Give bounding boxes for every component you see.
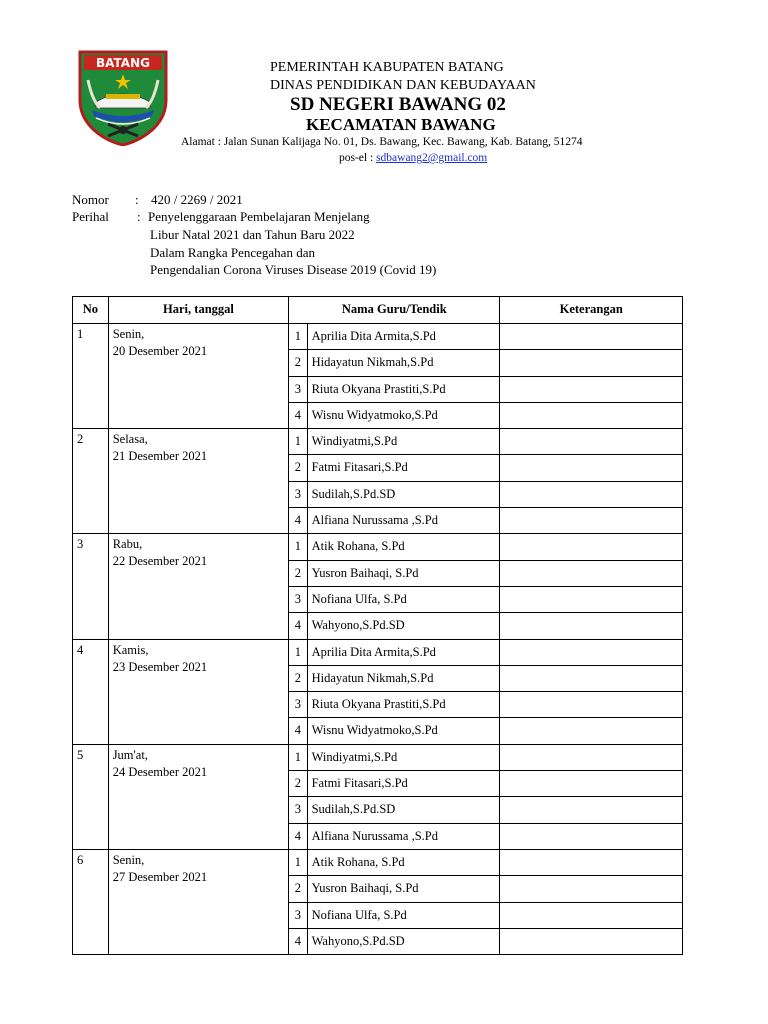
day-date-cell — [108, 744, 289, 849]
date-text: 21 Desember 2021 — [112, 449, 208, 464]
staff-name: Riuta Okyana Prastiti,S.Pd — [307, 376, 500, 402]
staff-number: 4 — [289, 823, 307, 849]
staff-name: Hidayatun Nikmah,S.Pd — [307, 665, 500, 691]
keterangan-cell — [500, 718, 683, 744]
staff-number: 1 — [289, 849, 307, 875]
email-line — [339, 152, 487, 164]
staff-number: 4 — [289, 718, 307, 744]
day-date-cell — [108, 429, 289, 534]
staff-name: Nofiana Ulfa, S.Pd — [307, 902, 500, 928]
keterangan-cell — [500, 534, 683, 560]
staff-number: 4 — [289, 508, 307, 534]
staff-name: Sudilah,S.Pd.SD — [307, 797, 500, 823]
department-title: DINAS PENDIDIKAN DAN KEBUDAYAAN — [270, 78, 536, 93]
table-row — [73, 639, 683, 665]
staff-number: 2 — [289, 876, 307, 902]
staff-name: Wisnu Widyatmoko,S.Pd — [307, 718, 500, 744]
table-row — [73, 429, 683, 455]
day-name: Rabu, — [112, 537, 143, 552]
staff-number: 1 — [289, 744, 307, 770]
date-text: 24 Desember 2021 — [112, 764, 208, 779]
row-number: 1 — [73, 324, 109, 429]
keterangan-cell — [500, 902, 683, 928]
staff-number: 3 — [289, 481, 307, 507]
staff-name: Windiyatmi,S.Pd — [307, 744, 500, 770]
keterangan-cell — [500, 586, 683, 612]
table-row — [73, 744, 683, 770]
nomor-label: Nomor — [72, 192, 109, 207]
row-number: 3 — [73, 534, 109, 639]
keterangan-cell — [500, 508, 683, 534]
staff-name: Alfiana Nurussama ,S.Pd — [307, 823, 500, 849]
keterangan-cell — [500, 797, 683, 823]
staff-number: 2 — [289, 560, 307, 586]
district-name: KECAMATAN BAWANG — [306, 115, 496, 134]
date-text: 20 Desember 2021 — [112, 344, 208, 358]
staff-number: 1 — [289, 639, 307, 665]
staff-number: 3 — [289, 376, 307, 402]
keterangan-cell — [500, 928, 683, 954]
staff-name: Fatmi Fitasari,S.Pd — [307, 455, 500, 481]
staff-number: 4 — [289, 613, 307, 639]
perihal-separator: : — [137, 209, 141, 224]
email-link[interactable]: sdbawang2@gmail.com — [376, 152, 488, 164]
date-text: 27 Desember 2021 — [112, 869, 208, 884]
day-name: Kamis, — [112, 642, 149, 657]
day-name: Senin, — [112, 852, 145, 867]
staff-number: 2 — [289, 771, 307, 797]
staff-name: Nofiana Ulfa, S.Pd — [307, 586, 500, 612]
header-day: Hari, tanggal — [108, 297, 289, 324]
school-name: SD NEGERI BAWANG 02 — [290, 94, 506, 115]
perihal-label: Perihal — [72, 209, 109, 224]
staff-number: 4 — [289, 402, 307, 428]
perihal-line-3: Dalam Rangka Pencegahan dan — [150, 245, 315, 260]
keterangan-cell — [500, 613, 683, 639]
keterangan-cell — [500, 429, 683, 455]
staff-number: 2 — [289, 350, 307, 376]
keterangan-cell — [500, 692, 683, 718]
day-date-cell — [108, 534, 289, 639]
batang-regency-logo — [78, 50, 168, 146]
perihal-line-2: Libur Natal 2021 dan Tahun Baru 2022 — [150, 227, 355, 242]
header-name: Nama Guru/Tendik — [289, 297, 500, 324]
table-row — [73, 849, 683, 875]
day-date-cell — [108, 639, 289, 744]
staff-name: Alfiana Nurussama ,S.Pd — [307, 508, 500, 534]
staff-number: 3 — [289, 902, 307, 928]
table-row — [73, 534, 683, 560]
day-name: Senin, — [112, 327, 145, 341]
nomor-value: 420 / 2269 / 2021 — [151, 192, 243, 207]
day-name: Selasa, — [112, 432, 148, 447]
keterangan-cell — [500, 324, 683, 350]
keterangan-cell — [500, 455, 683, 481]
date-text: 23 Desember 2021 — [112, 659, 208, 674]
staff-number: 4 — [289, 928, 307, 954]
keterangan-cell — [500, 823, 683, 849]
logo-text: BATANG — [96, 56, 150, 70]
staff-number: 3 — [289, 586, 307, 612]
keterangan-cell — [500, 849, 683, 875]
staff-name: Atik Rohana, S.Pd — [307, 534, 500, 560]
staff-number: 1 — [289, 429, 307, 455]
schedule-table — [72, 296, 683, 955]
schedule-body — [73, 324, 683, 955]
row-number: 4 — [73, 639, 109, 744]
staff-number: 3 — [289, 797, 307, 823]
staff-number: 2 — [289, 455, 307, 481]
staff-name: Hidayatun Nikmah,S.Pd — [307, 350, 500, 376]
staff-name: Sudilah,S.Pd.SD — [307, 481, 500, 507]
staff-number: 3 — [289, 692, 307, 718]
staff-name: Wahyono,S.Pd.SD — [307, 928, 500, 954]
staff-name: Yusron Baihaqi, S.Pd — [307, 560, 500, 586]
keterangan-cell — [500, 876, 683, 902]
nomor-separator: : — [135, 192, 139, 207]
keterangan-cell — [500, 665, 683, 691]
row-number: 5 — [73, 744, 109, 849]
table-row — [73, 324, 683, 350]
staff-number: 1 — [289, 324, 307, 350]
staff-number: 2 — [289, 665, 307, 691]
keterangan-cell — [500, 481, 683, 507]
keterangan-cell — [500, 350, 683, 376]
school-address: Alamat : Jalan Sunan Kalijaga No. 01, Ds. Bawang, Kec. Bawang, Kab. Batang, 51274 — [181, 136, 583, 148]
perihal-line-4: Pengendalian Corona Viruses Disease 2019 (Covid 19) — [150, 262, 437, 277]
day-date-cell — [108, 324, 289, 429]
staff-number: 1 — [289, 534, 307, 560]
table-header-row — [73, 297, 683, 324]
keterangan-cell — [500, 639, 683, 665]
perihal-line-1: Penyelenggaraan Pembelajaran Menjelang — [148, 209, 370, 224]
keterangan-cell — [500, 376, 683, 402]
staff-name: Fatmi Fitasari,S.Pd — [307, 771, 500, 797]
keterangan-cell — [500, 771, 683, 797]
day-date-cell — [108, 849, 289, 954]
staff-name: Aprilia Dita Armita,S.Pd — [307, 324, 500, 350]
keterangan-cell — [500, 402, 683, 428]
header-no: No — [73, 297, 109, 324]
staff-name: Windiyatmi,S.Pd — [307, 429, 500, 455]
row-number: 6 — [73, 849, 109, 954]
keterangan-cell — [500, 560, 683, 586]
header-keterangan: Keterangan — [500, 297, 683, 324]
day-name: Jum'at, — [112, 747, 148, 762]
keterangan-cell — [500, 744, 683, 770]
staff-name: Wisnu Widyatmoko,S.Pd — [307, 402, 500, 428]
government-title: PEMERINTAH KABUPATEN BATANG — [270, 60, 504, 75]
email-label: pos-el : — [339, 152, 377, 164]
staff-name: Atik Rohana, S.Pd — [307, 849, 500, 875]
row-number: 2 — [73, 429, 109, 534]
staff-name: Yusron Baihaqi, S.Pd — [307, 876, 500, 902]
staff-name: Riuta Okyana Prastiti,S.Pd — [307, 692, 500, 718]
staff-name: Wahyono,S.Pd.SD — [307, 613, 500, 639]
date-text: 22 Desember 2021 — [112, 554, 208, 569]
staff-name: Aprilia Dita Armita,S.Pd — [307, 639, 500, 665]
